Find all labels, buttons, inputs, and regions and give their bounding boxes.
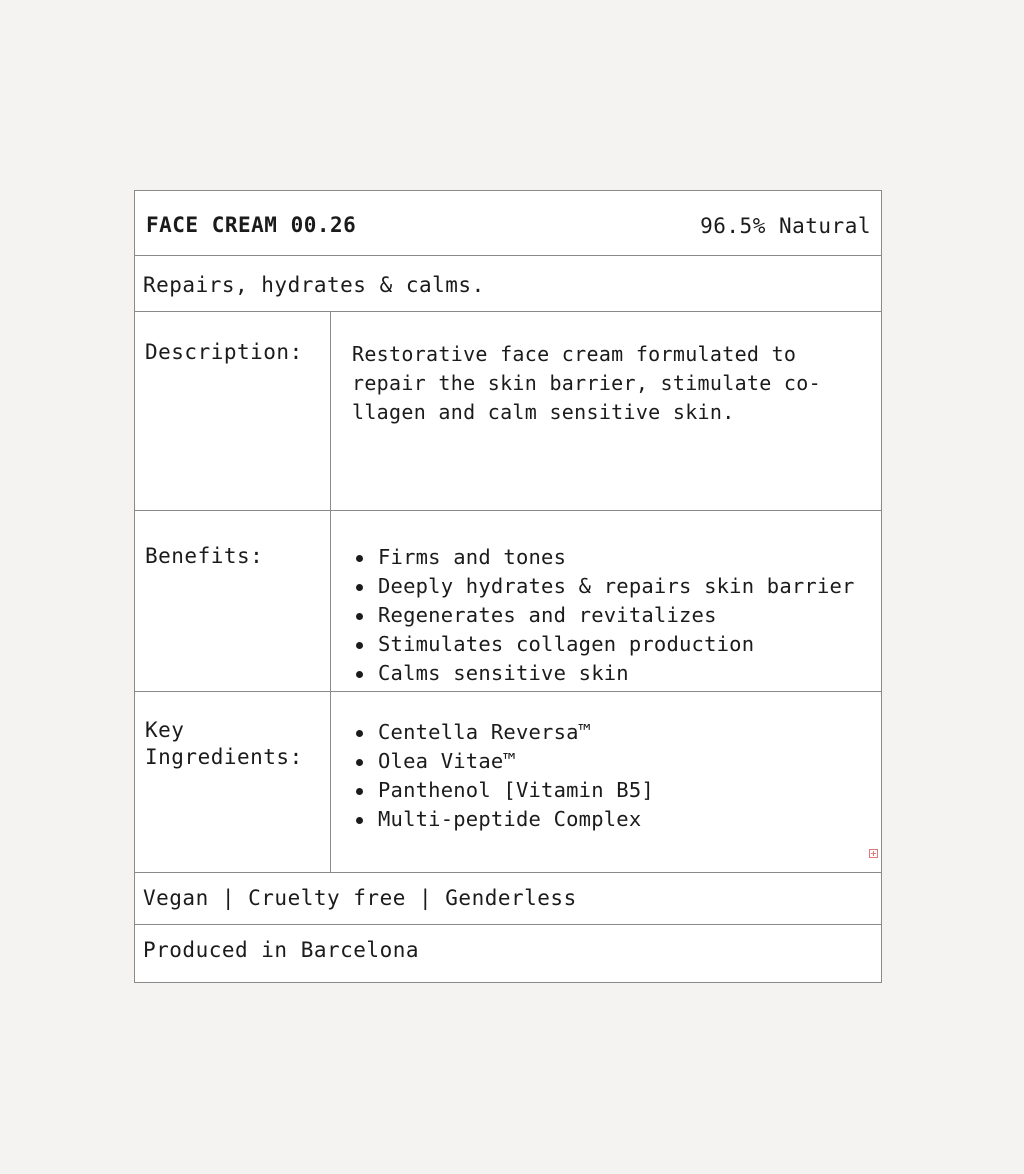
list-item: Multi-peptide Complex	[354, 805, 654, 834]
description-row	[135, 312, 881, 511]
benefits-row	[135, 511, 881, 692]
list-item: Deeply hydrates & repairs skin barrier	[354, 572, 855, 601]
tagline: Repairs, hydrates & calms.	[143, 273, 485, 297]
ingredients-label: Key Ingredients:	[145, 718, 303, 769]
origin-text: Produced in Barcelona	[143, 938, 420, 962]
product-name: FACE CREAM 00.26	[146, 213, 357, 237]
benefits-label: Benefits:	[145, 544, 264, 568]
benefits-list	[354, 543, 855, 688]
description-label: Description:	[145, 340, 303, 364]
claims-text: Vegan | Cruelty free | Genderless	[143, 886, 577, 910]
tagline-row	[135, 256, 881, 312]
list-item: Regenerates and revitalizes	[354, 601, 855, 630]
list-item: Centella Reversa™	[354, 718, 654, 747]
claims-row	[135, 873, 881, 925]
list-item: Stimulates collagen production	[354, 630, 855, 659]
plus-box-icon	[869, 849, 878, 858]
product-label-card	[134, 190, 882, 983]
column-divider	[330, 312, 331, 510]
origin-row	[135, 925, 881, 983]
list-item: Olea Vitae™	[354, 747, 654, 776]
label-header	[135, 191, 881, 256]
natural-percentage: 96.5% Natural	[700, 214, 871, 238]
column-divider	[330, 692, 331, 872]
list-item: Panthenol [Vitamin B5]	[354, 776, 654, 805]
ingredients-list	[354, 718, 654, 834]
description-text: Restorative face cream formulated to repair the skin barrier, stimulate co-llagen and calm sensitive skin.	[352, 342, 821, 424]
column-divider	[330, 511, 331, 691]
list-item: Firms and tones	[354, 543, 855, 572]
list-item: Calms sensitive skin	[354, 659, 855, 688]
ingredients-row	[135, 692, 881, 873]
